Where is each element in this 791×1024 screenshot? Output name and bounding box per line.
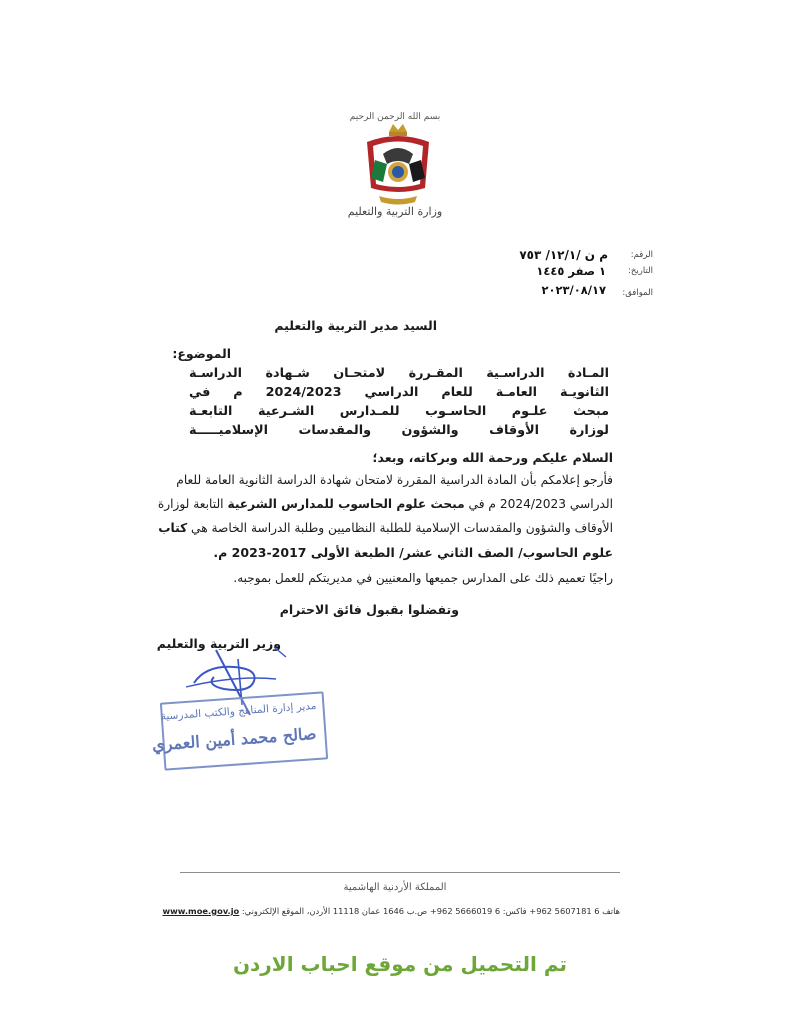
subject-line: مبحث علـوم الحاسـوب للمـدارس الشـرعية التابعـة bbox=[189, 404, 609, 419]
official-stamp bbox=[151, 691, 328, 770]
contact-details: هاتف 6 5607181 962+ فاكس: 6 5666019 962+ ص.ب 1646 عمان 11118 الأردن، الموقع الإلكتروني: bbox=[239, 906, 620, 916]
footer-divider bbox=[180, 872, 620, 873]
addressee: السيد مدير التربية والتعليم bbox=[274, 318, 437, 333]
ministry-name: وزارة التربية والتعليم bbox=[347, 205, 443, 218]
stamp-title: مدير إدارة المناهج والكتب المدرسية bbox=[160, 699, 317, 723]
reference-number-label: الرقم: bbox=[630, 250, 653, 260]
body-line bbox=[158, 521, 613, 535]
body-emphasis: كتاب bbox=[158, 521, 188, 535]
date-hijri: ١ صفر ١٤٤٥ bbox=[536, 264, 606, 278]
body-text: الأوقاف والشؤون والمقدسات الإسلامية للطلبة النظاميين وطلبة الدراسة الخاصة هي bbox=[187, 521, 613, 535]
subject-line: المـادة الدراسـية المقـررة لامتحـان شـهادة الدراسـة bbox=[189, 366, 609, 381]
download-source-note: تم التحميل من موقع احباب الاردن bbox=[232, 952, 568, 976]
stamp-name: صالح محمد أمين العمري bbox=[151, 723, 318, 755]
date-label: التاريخ: bbox=[628, 266, 653, 276]
body-text: الدراسي 2024/2023 م في bbox=[464, 497, 613, 511]
book-title: علوم الحاسوب/ الصف الثاني عشر/ الطبعة الأولى 2017-2023 م. bbox=[213, 545, 613, 560]
footer-contact bbox=[162, 906, 620, 916]
kingdom-name: المملكة الأردنية الهاشمية bbox=[343, 882, 447, 893]
body-text: التابعة لوزارة bbox=[157, 497, 228, 511]
subject-label: الموضوع: bbox=[172, 346, 231, 361]
website-link[interactable]: www.moe.gov.jo bbox=[162, 906, 240, 916]
signatory-title: وزير التربية والتعليم bbox=[156, 636, 281, 651]
body-emphasis: مبحث علوم الحاسوب للمدارس الشرعية bbox=[227, 497, 465, 511]
greeting: السلام عليكم ورحمة الله وبركاته، وبعد؛ bbox=[372, 450, 613, 465]
reference-number: م ن /١٢/١/ ٧٥٣ bbox=[519, 248, 608, 262]
body-line bbox=[157, 497, 613, 511]
reference-number-row bbox=[631, 242, 653, 261]
request-paragraph: راجيًا تعميم ذلك على المدارس جميعها والمعنيين في مديريتكم للعمل بموجبه. bbox=[233, 571, 613, 585]
basmala: بسم الله الرحمن الرحيم bbox=[349, 112, 441, 122]
body-line: فأرجو إعلامكم بأن المادة الدراسية المقررة لامتحان شهادة الدراسة الثانوية العامة للعام bbox=[176, 473, 613, 487]
date-gregorian: ٢٠٢٣/٠٨/١٧ bbox=[541, 283, 606, 297]
subject-line: لوزارة الأوقاف والشؤون والمقدسات الإسلاميـــــة bbox=[189, 423, 609, 438]
subject-line: الثانويـة العامـة للعام الدراسي 2024/2023 م في bbox=[189, 385, 609, 400]
corresponding-date-label: الموافق: bbox=[622, 288, 653, 298]
closing: وتفضلوا بقبول فائق الاحترام bbox=[279, 602, 459, 617]
